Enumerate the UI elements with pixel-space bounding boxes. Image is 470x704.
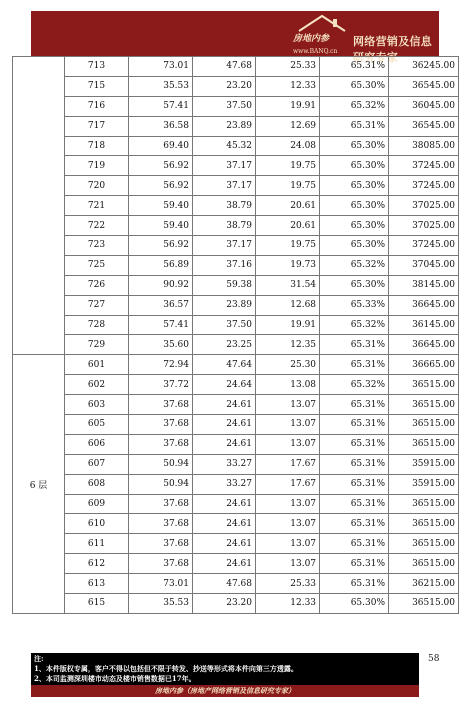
value-cell: 13.07	[256, 554, 320, 574]
value-cell: 23.20	[193, 76, 256, 96]
value-cell: 69.40	[129, 136, 193, 156]
value-cell: 65.31%	[320, 554, 389, 574]
value-cell: 12.35	[256, 335, 320, 355]
table-row	[13, 335, 459, 355]
room-cell: 611	[65, 534, 129, 554]
table-row	[13, 494, 459, 514]
value-cell: 12.68	[256, 295, 320, 315]
value-cell: 35915.00	[389, 454, 459, 474]
value-cell: 37.16	[193, 255, 256, 275]
table-row	[13, 236, 459, 256]
room-cell: 727	[65, 295, 129, 315]
value-cell: 65.33%	[320, 295, 389, 315]
value-cell: 65.32%	[320, 375, 389, 395]
value-cell: 37.50	[193, 315, 256, 335]
value-cell: 65.31%	[320, 395, 389, 415]
value-cell: 57.41	[129, 315, 193, 335]
value-cell: 37045.00	[389, 255, 459, 275]
table-row	[13, 136, 459, 156]
value-cell: 37.50	[193, 96, 256, 116]
table-row	[13, 574, 459, 594]
value-cell: 59.40	[129, 216, 193, 236]
table-row	[13, 355, 459, 375]
table-row	[13, 295, 459, 315]
value-cell: 36515.00	[389, 514, 459, 534]
value-cell: 73.01	[129, 57, 193, 77]
room-cell: 605	[65, 415, 129, 435]
value-cell: 59.38	[193, 275, 256, 295]
value-cell: 37.17	[193, 156, 256, 176]
value-cell: 35915.00	[389, 474, 459, 494]
value-cell: 65.31%	[320, 434, 389, 454]
value-cell: 36545.00	[389, 116, 459, 136]
value-cell: 37245.00	[389, 236, 459, 256]
value-cell: 65.31%	[320, 474, 389, 494]
value-cell: 37.68	[129, 554, 193, 574]
room-cell: 726	[65, 275, 129, 295]
value-cell: 65.31%	[320, 454, 389, 474]
value-cell: 35.53	[129, 594, 193, 614]
value-cell: 65.32%	[320, 96, 389, 116]
value-cell: 36545.00	[389, 76, 459, 96]
logo-text: 房地内参	[293, 34, 330, 44]
value-cell: 72.94	[129, 355, 193, 375]
table-row	[13, 275, 459, 295]
value-cell: 24.61	[193, 494, 256, 514]
value-cell: 37.68	[129, 434, 193, 454]
value-cell: 65.32%	[320, 255, 389, 275]
value-cell: 65.30%	[320, 275, 389, 295]
value-cell: 36645.00	[389, 295, 459, 315]
room-cell: 603	[65, 395, 129, 415]
value-cell: 50.94	[129, 474, 193, 494]
value-cell: 37025.00	[389, 196, 459, 216]
value-cell: 56.92	[129, 156, 193, 176]
value-cell: 24.61	[193, 534, 256, 554]
notes-label: 注:	[34, 654, 44, 663]
value-cell: 31.54	[256, 275, 320, 295]
value-cell: 13.08	[256, 375, 320, 395]
value-cell: 65.31%	[320, 355, 389, 375]
room-cell: 608	[65, 474, 129, 494]
value-cell: 13.07	[256, 494, 320, 514]
value-cell: 19.75	[256, 156, 320, 176]
value-cell: 47.68	[193, 574, 256, 594]
table-row	[13, 514, 459, 534]
value-cell: 47.68	[193, 57, 256, 77]
value-cell: 65.30%	[320, 136, 389, 156]
notes-line-2: 2、本司监测深圳楼市动态及楼市销售数据已17年。	[34, 674, 196, 683]
value-cell: 65.30%	[320, 156, 389, 176]
value-cell: 65.31%	[320, 514, 389, 534]
value-cell: 36515.00	[389, 594, 459, 614]
value-cell: 25.33	[256, 574, 320, 594]
table-row	[13, 375, 459, 395]
value-cell: 45.32	[193, 136, 256, 156]
value-cell: 23.25	[193, 335, 256, 355]
value-cell: 36515.00	[389, 434, 459, 454]
value-cell: 13.07	[256, 415, 320, 435]
table-row	[13, 434, 459, 454]
room-cell: 602	[65, 375, 129, 395]
value-cell: 57.41	[129, 96, 193, 116]
table-row	[13, 474, 459, 494]
table-row	[13, 594, 459, 614]
value-cell: 35.53	[129, 76, 193, 96]
room-cell: 716	[65, 96, 129, 116]
table-row	[13, 156, 459, 176]
room-cell: 728	[65, 315, 129, 335]
value-cell: 38145.00	[389, 275, 459, 295]
value-cell: 12.69	[256, 116, 320, 136]
table-row	[13, 454, 459, 474]
value-cell: 47.64	[193, 355, 256, 375]
room-cell: 722	[65, 216, 129, 236]
value-cell: 37.68	[129, 494, 193, 514]
table-row	[13, 395, 459, 415]
room-cell: 721	[65, 196, 129, 216]
value-cell: 37.17	[193, 236, 256, 256]
value-cell: 37.72	[129, 375, 193, 395]
table-row	[13, 96, 459, 116]
value-cell: 59.40	[129, 196, 193, 216]
page-header	[31, 11, 439, 64]
value-cell: 37.68	[129, 514, 193, 534]
value-cell: 13.07	[256, 514, 320, 534]
value-cell: 35.60	[129, 335, 193, 355]
value-cell: 90.92	[129, 275, 193, 295]
value-cell: 24.61	[193, 434, 256, 454]
value-cell: 36.58	[129, 116, 193, 136]
value-cell: 24.61	[193, 554, 256, 574]
value-cell: 65.30%	[320, 196, 389, 216]
value-cell: 36515.00	[389, 395, 459, 415]
room-cell: 723	[65, 236, 129, 256]
page-footer: 房地内参（房地产网络营销及信息研究专家）	[31, 685, 419, 697]
value-cell: 36515.00	[389, 375, 459, 395]
room-cell: 609	[65, 494, 129, 514]
value-cell: 33.27	[193, 474, 256, 494]
value-cell: 56.92	[129, 176, 193, 196]
room-cell: 601	[65, 355, 129, 375]
table-row	[13, 196, 459, 216]
value-cell: 20.61	[256, 196, 320, 216]
value-cell: 24.08	[256, 136, 320, 156]
room-cell: 717	[65, 116, 129, 136]
value-cell: 36045.00	[389, 96, 459, 116]
value-cell: 73.01	[129, 574, 193, 594]
value-cell: 19.73	[256, 255, 320, 275]
value-cell: 37245.00	[389, 156, 459, 176]
room-cell: 607	[65, 454, 129, 474]
value-cell: 37.68	[129, 415, 193, 435]
value-cell: 36515.00	[389, 415, 459, 435]
value-cell: 13.07	[256, 395, 320, 415]
value-cell: 36665.00	[389, 355, 459, 375]
value-cell: 56.89	[129, 255, 193, 275]
room-cell: 720	[65, 176, 129, 196]
logo-url: www.BANQ.cn	[293, 48, 338, 55]
room-cell: 719	[65, 156, 129, 176]
room-cell: 612	[65, 554, 129, 574]
room-cell: 718	[65, 136, 129, 156]
value-cell: 13.07	[256, 534, 320, 554]
room-cell: 606	[65, 434, 129, 454]
value-cell: 36645.00	[389, 335, 459, 355]
notes-box	[31, 653, 419, 686]
value-cell: 17.67	[256, 454, 320, 474]
value-cell: 24.61	[193, 395, 256, 415]
value-cell: 65.31%	[320, 534, 389, 554]
value-cell: 38085.00	[389, 136, 459, 156]
value-cell: 19.75	[256, 176, 320, 196]
value-cell: 50.94	[129, 454, 193, 474]
table-row	[13, 57, 459, 77]
value-cell: 24.64	[193, 375, 256, 395]
value-cell: 20.61	[256, 216, 320, 236]
value-cell: 24.61	[193, 415, 256, 435]
value-cell: 37.17	[193, 176, 256, 196]
value-cell: 37.68	[129, 534, 193, 554]
value-cell: 37.68	[129, 395, 193, 415]
value-cell: 37025.00	[389, 216, 459, 236]
sales-table	[12, 56, 459, 614]
value-cell: 65.30%	[320, 76, 389, 96]
value-cell: 19.91	[256, 96, 320, 116]
room-cell: 725	[65, 255, 129, 275]
value-cell: 65.30%	[320, 176, 389, 196]
value-cell: 12.33	[256, 76, 320, 96]
value-cell: 65.32%	[320, 315, 389, 335]
value-cell: 33.27	[193, 454, 256, 474]
table-row	[13, 216, 459, 236]
table-row	[13, 76, 459, 96]
room-cell: 610	[65, 514, 129, 534]
value-cell: 65.31%	[320, 335, 389, 355]
value-cell: 65.31%	[320, 574, 389, 594]
value-cell: 13.07	[256, 434, 320, 454]
value-cell: 65.30%	[320, 594, 389, 614]
room-cell: 715	[65, 76, 129, 96]
room-cell: 713	[65, 57, 129, 77]
value-cell: 24.61	[193, 514, 256, 534]
value-cell: 36245.00	[389, 57, 459, 77]
value-cell: 12.33	[256, 594, 320, 614]
value-cell: 38.79	[193, 196, 256, 216]
page-number: 58	[428, 654, 440, 664]
floor-cell	[13, 57, 65, 355]
table-row	[13, 534, 459, 554]
value-cell: 65.31%	[320, 116, 389, 136]
room-cell: 615	[65, 594, 129, 614]
value-cell: 65.31%	[320, 415, 389, 435]
value-cell: 25.33	[256, 57, 320, 77]
header-title: 网络营销及信息研究专家	[353, 35, 433, 64]
value-cell: 65.30%	[320, 216, 389, 236]
value-cell: 38.79	[193, 216, 256, 236]
value-cell: 65.31%	[320, 494, 389, 514]
table-row	[13, 255, 459, 275]
value-cell: 36145.00	[389, 315, 459, 335]
table-row	[13, 176, 459, 196]
value-cell: 17.67	[256, 474, 320, 494]
floor-cell: 6 层	[13, 355, 65, 614]
value-cell: 36515.00	[389, 494, 459, 514]
value-cell: 23.20	[193, 594, 256, 614]
table-body	[13, 57, 459, 614]
value-cell: 56.92	[129, 236, 193, 256]
value-cell: 37245.00	[389, 176, 459, 196]
value-cell: 19.75	[256, 236, 320, 256]
value-cell: 36515.00	[389, 554, 459, 574]
notes-line-1: 1、本件版权专属，客户不得以包括但不限于转发、抄送等形式将本件向第三方透露。	[34, 664, 298, 673]
value-cell: 36.57	[129, 295, 193, 315]
value-cell: 65.31%	[320, 57, 389, 77]
value-cell: 36215.00	[389, 574, 459, 594]
value-cell: 65.30%	[320, 236, 389, 256]
value-cell: 19.91	[256, 315, 320, 335]
value-cell: 25.30	[256, 355, 320, 375]
value-cell: 23.89	[193, 116, 256, 136]
table-row	[13, 116, 459, 136]
value-cell: 23.89	[193, 295, 256, 315]
table-row	[13, 315, 459, 335]
value-cell: 36515.00	[389, 534, 459, 554]
room-cell: 729	[65, 335, 129, 355]
table-row	[13, 554, 459, 574]
room-cell: 613	[65, 574, 129, 594]
table-row	[13, 415, 459, 435]
